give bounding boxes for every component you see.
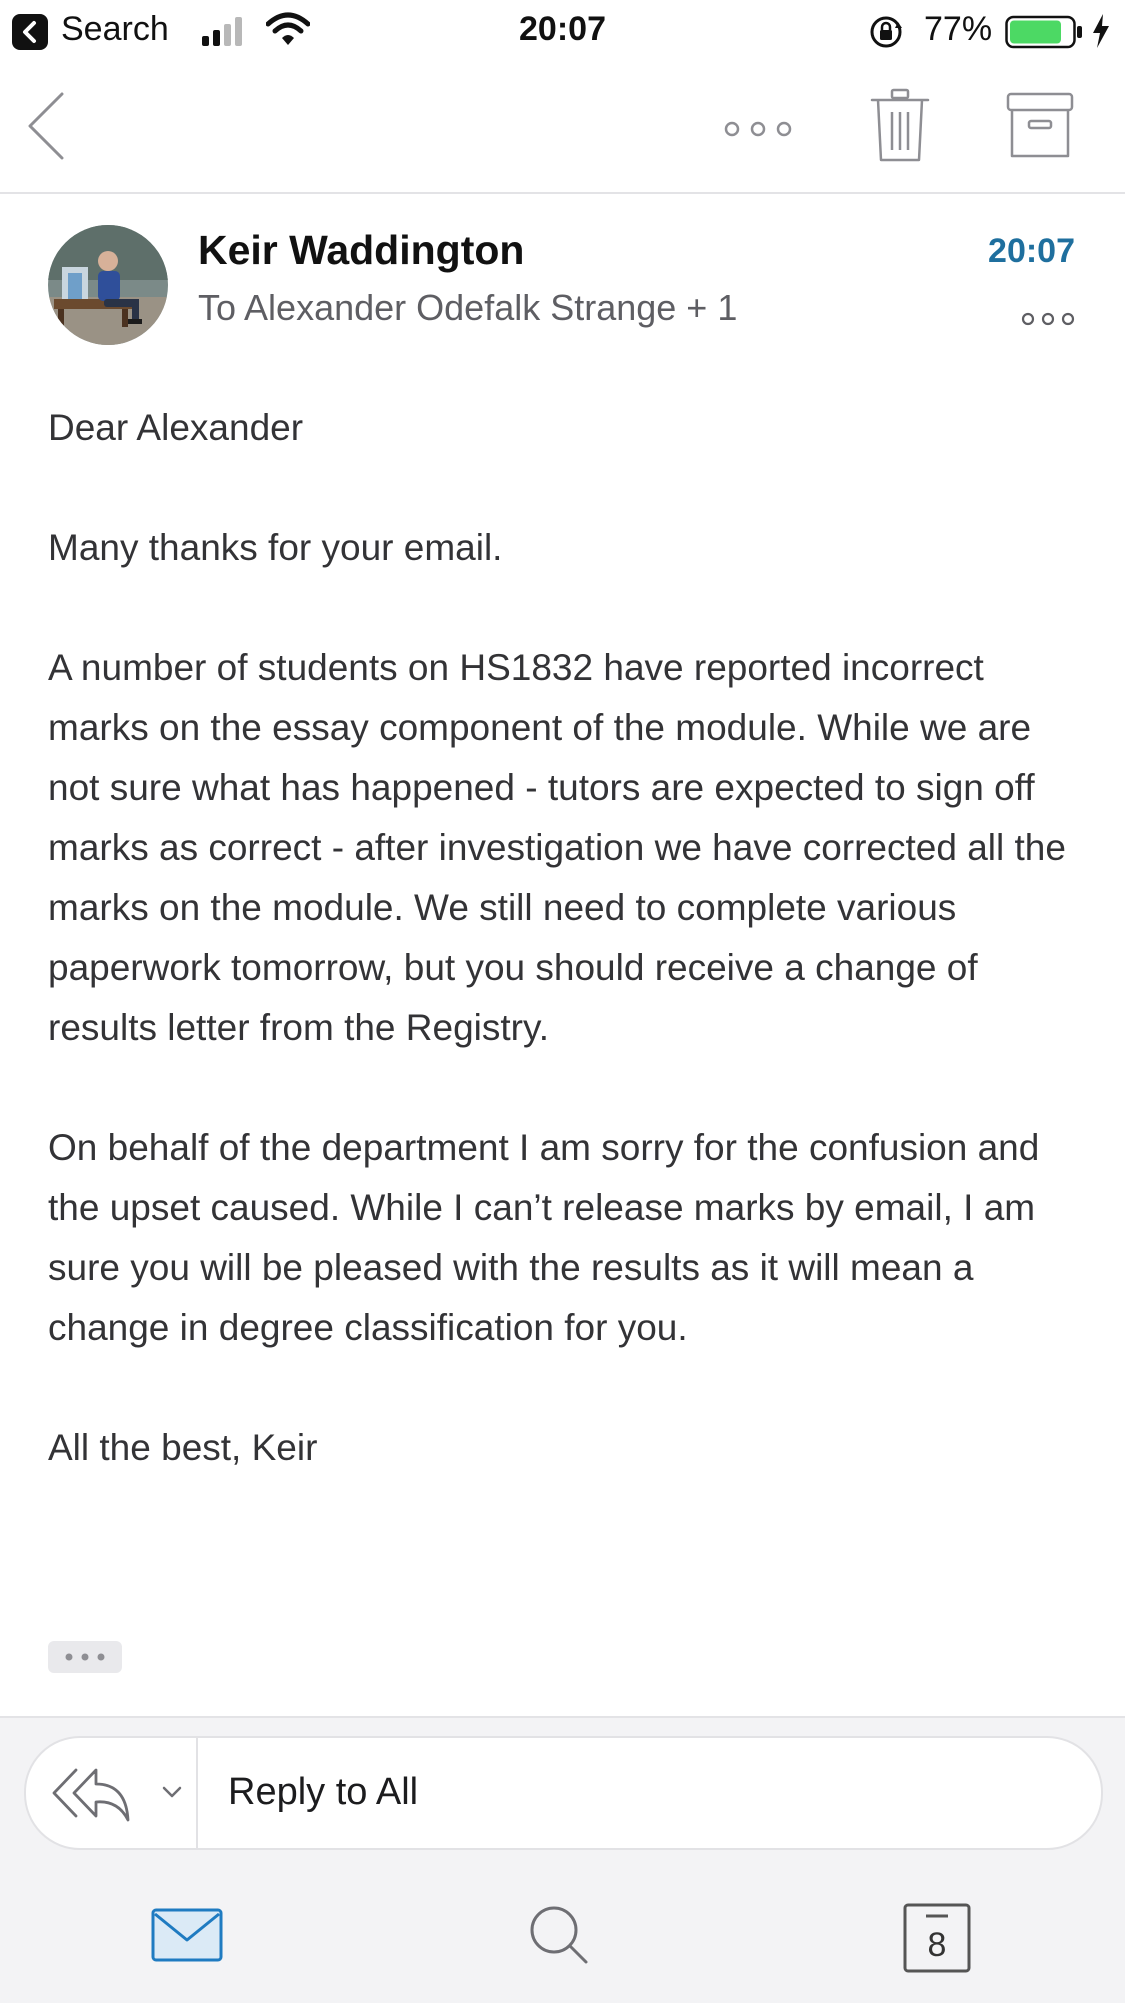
status-time: 20:07 <box>519 10 606 48</box>
sender-avatar[interactable] <box>48 225 168 345</box>
calendar-tab[interactable] <box>902 1902 972 1974</box>
reply-divider <box>196 1738 198 1848</box>
body-paragraph: On behalf of the department I am sorry for the confusion and the upset caused. While I can’t release marks by email, I am sure you will be pleased with the results as it will mean a change in degree classification for you. <box>48 1127 1040 1348</box>
archive-icon[interactable] <box>1005 90 1075 162</box>
battery-icon <box>1005 14 1085 50</box>
charging-bolt-icon <box>1090 12 1112 50</box>
body-paragraph: A number of students on HS1832 have reported incorrect marks on the essay component of the module. While we are not sure what has happened - tutors are expected to sign off marks as correct - after investigation we have corrected all the marks on the module. We still need to complete various paperwork tomorrow, but you should receive a change of results letter from the Registry. <box>48 647 1066 1048</box>
bottom-area <box>0 1716 1125 2003</box>
greeting: Dear Alexander <box>48 407 304 448</box>
message-toolbar <box>0 64 1125 194</box>
show-quoted-text-button[interactable] <box>48 1641 122 1673</box>
ellipsis-icon <box>48 1641 122 1673</box>
reply-to-all-label[interactable]: Reply to All <box>228 1771 419 1813</box>
body-paragraph: Many thanks for your email. <box>48 527 503 568</box>
search-icon[interactable] <box>526 1902 596 1972</box>
reply-bar[interactable] <box>24 1736 1103 1850</box>
avatar-photo <box>48 225 168 345</box>
mail-icon[interactable] <box>151 1908 223 1962</box>
recipients-line[interactable]: To Alexander Odefalk Strange + 1 <box>198 287 738 328</box>
status-bar <box>0 0 1125 64</box>
chevron-left-icon[interactable] <box>22 86 72 166</box>
more-horizontal-icon[interactable] <box>718 104 798 154</box>
reply-all-icon[interactable] <box>48 1760 198 1826</box>
rotation-lock-icon <box>868 14 904 50</box>
trash-icon[interactable] <box>870 86 930 166</box>
sender-name[interactable]: Keir Waddington <box>198 227 525 273</box>
back-app-label[interactable]: Search <box>61 10 169 48</box>
message-more-icon[interactable] <box>1018 304 1078 334</box>
message-body <box>48 398 1088 1538</box>
message-time: 20:07 <box>988 232 1075 270</box>
battery-percentage: 77% <box>924 10 993 48</box>
calendar-day: 8 <box>927 1926 947 1964</box>
chevron-down-icon <box>164 1788 180 1796</box>
sign-off: All the best, Keir <box>48 1427 318 1468</box>
